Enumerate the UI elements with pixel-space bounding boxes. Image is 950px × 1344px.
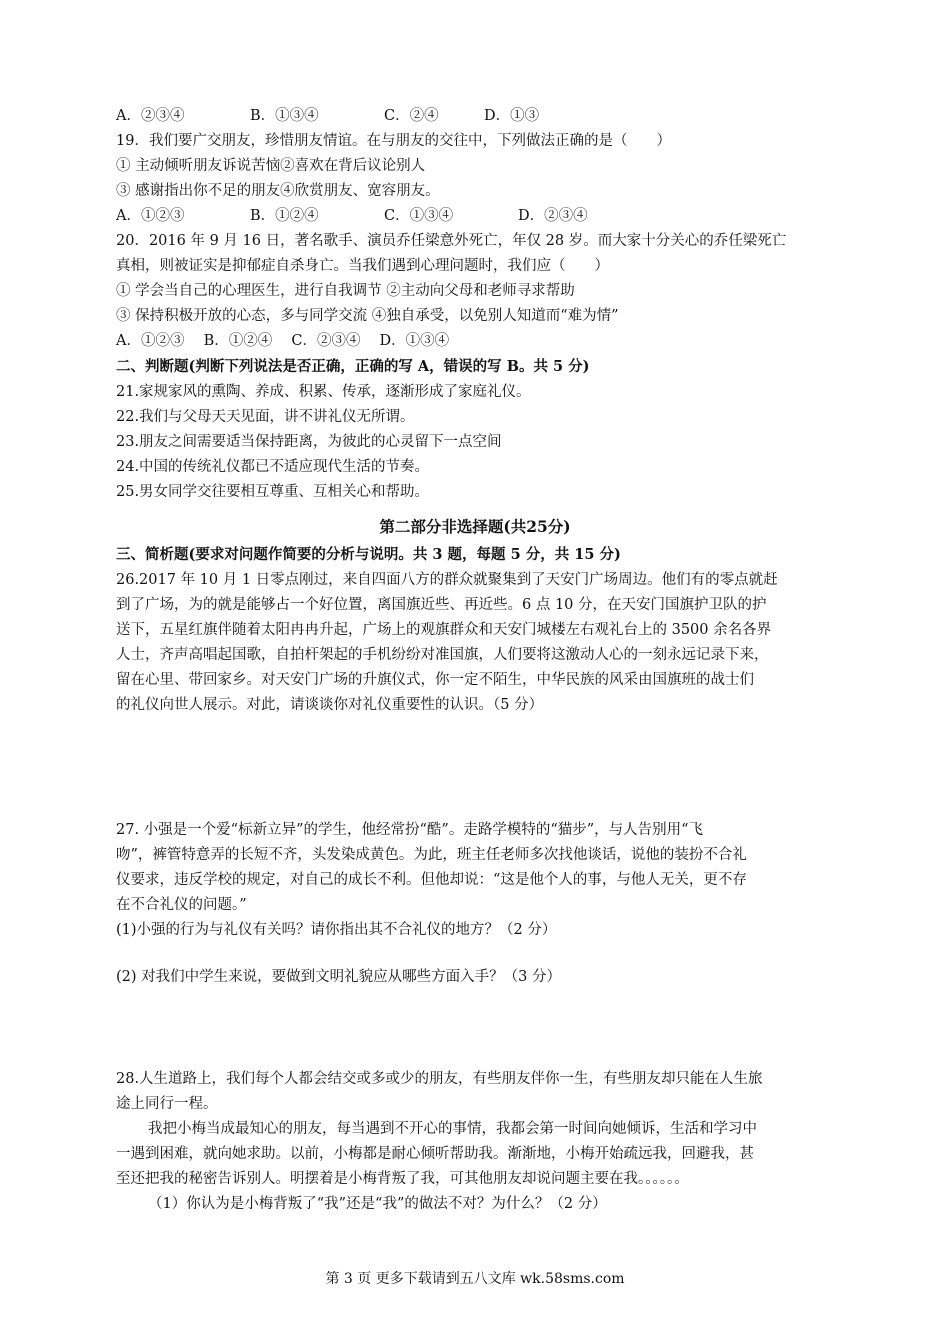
section-3-heading: 三、简析题(要求对问题作简要的分析与说明。共 3 题，每题 5 分，共 15 分)	[116, 546, 621, 563]
q19-option-a: A．①②③	[116, 208, 185, 224]
q19-option-b: B．①②④	[250, 208, 319, 224]
part-2-title: 第二部分非选择题(共25分)	[379, 517, 571, 536]
q20-statement-1: ① 学会当自己的心理医生，进行自我调节 ②主动向父母和老师寻求帮助	[116, 283, 575, 299]
q28-line-2: 途上同行一程。	[116, 1096, 218, 1112]
q19-option-d: D．②③④	[518, 208, 588, 224]
judge-item-25: 25.男女同学交往要相互尊重、互相关心和帮助。	[116, 484, 430, 500]
q28-para2-line-1: 我把小梅当成最知心的朋友，每当遇到不开心的事情，我都会第一时间向她倾诉，生活和学习中	[148, 1121, 757, 1137]
q19-statement-1: ① 主动倾听朋友诉说苦恼②喜欢在背后议论别人	[116, 158, 426, 174]
q18-option-b: B．①③④	[250, 108, 319, 124]
q28-line-1: 28.人生道路上，我们每个人都会结交或多或少的朋友，有些朋友伴你一生，有些朋友却只能在人生旅	[116, 1071, 763, 1087]
q26-line-4: 人士，齐声高唱起国歌，自拍杆架起的手机纷纷对准国旗，人们要将这激动人心的一刻永远记录下来，	[116, 647, 769, 663]
q28-para2-line-2: 一遇到困难，就向她求助。以前，小梅都是耐心倾听帮助我。渐渐地，小梅开始疏远我，回避我，甚	[116, 1146, 754, 1162]
q18-options	[116, 104, 876, 128]
q27-sub-1: (1)小强的行为与礼仪有关吗？请你指出其不合礼仪的地方？（2 分）	[116, 922, 557, 938]
q28-sub-1: （1）你认为是小梅背叛了“我”还是“我”的做法不对？为什么？（2 分）	[148, 1196, 607, 1212]
page-footer: 第 3 页 更多下载请到五八文库 wk.58sms.com	[325, 1271, 625, 1287]
judge-item-24: 24.中国的传统礼仪都已不适应现代生活的节奏。	[116, 459, 430, 475]
q26-line-6: 的礼仪向世人展示。对此，请谈谈你对礼仪重要性的认识。（5 分）	[116, 697, 544, 713]
q27-sub-2: (2) 对我们中学生来说，要做到文明礼貌应从哪些方面入手？（3 分）	[116, 969, 561, 985]
q27-line-3: 仪要求，违反学校的规定，对自己的成长不利。但他却说：“这是他个人的事，与他人无关，更不存	[116, 872, 747, 888]
q19-stem: 19．我们要广交朋友，珍惜朋友情谊。在与朋友的交往中，下列做法正确的是（ ）	[116, 133, 671, 149]
judge-item-21: 21.家规家风的熏陶、养成、积累、传承，逐渐形成了家庭礼仪。	[116, 384, 531, 400]
judge-item-23: 23.朋友之间需要适当保持距离，为彼此的心灵留下一点空间	[116, 434, 502, 450]
q20-line-2: 真相，则被证实是抑郁症自杀身亡。当我们遇到心理问题时，我们应（ ）	[116, 258, 609, 274]
q27-line-1: 27. 小强是一个爱“标新立异”的学生，他经常扮“酷”。走路学模特的“猫步”，与人告别用“飞	[116, 822, 704, 838]
q20-line-1: 20．2016 年 9 月 16 日，著名歌手、演员乔任梁意外死亡，年仅 28 岁。而大家十分关心的乔任梁死亡	[116, 233, 787, 249]
q27-line-2: 吻”，裤管特意弄的长短不齐，头发染成黄色。为此，班主任老师多次找他谈话，说他的装扮不合礼	[116, 847, 747, 863]
q18-option-d: D．①③	[484, 108, 540, 124]
q18-option-c: C．②④	[384, 108, 439, 124]
q26-line-2: 到了广场，为的就是能够占一个好位置，离国旗近些、再近些。6 点 10 分，在天安门国旗护卫队的护	[116, 597, 767, 613]
q18-option-a: A．②③④	[116, 108, 185, 124]
q20-options: A．①②③ B．①②④ C．②③④ D．①③④	[116, 333, 450, 349]
q26-line-5: 留在心里、带回家乡。对天安门广场的升旗仪式，你一定不陌生，中华民族的风采由国旗班的战士们	[116, 672, 754, 688]
q19-statement-2: ③ 感谢指出你不足的朋友④欣赏朋友、宽容朋友。	[116, 183, 440, 199]
q26-line-1: 26.2017 年 10 月 1 日零点刚过，来自四面八方的群众就聚集到了天安门广场周边。他们有的零点就赶	[116, 572, 778, 588]
q26-line-3: 送下，五星红旗伴随着太阳冉冉升起，广场上的观旗群众和天安门城楼左右观礼台上的 3500 余名各界	[116, 622, 772, 638]
section-2-heading: 二、判断题(判断下列说法是否正确，正确的写 A，错误的写 B。共 5 分)	[116, 358, 590, 375]
q19-option-c: C．①③④	[384, 208, 454, 224]
q27-line-4: 在不合礼仪的问题。”	[116, 897, 247, 913]
judge-item-22: 22.我们与父母天天见面，讲不讲礼仪无所谓。	[116, 409, 415, 425]
q20-statement-2: ③ 保持积极开放的心态，多与同学交流 ④独自承受，以免别人知道而“难为情”	[116, 308, 619, 324]
q19-options	[116, 204, 876, 228]
q28-para2-line-3: 至还把我的秘密告诉别人。明摆着是小梅背叛了我，可其他朋友却说问题主要在我。。。。。。	[116, 1171, 689, 1187]
